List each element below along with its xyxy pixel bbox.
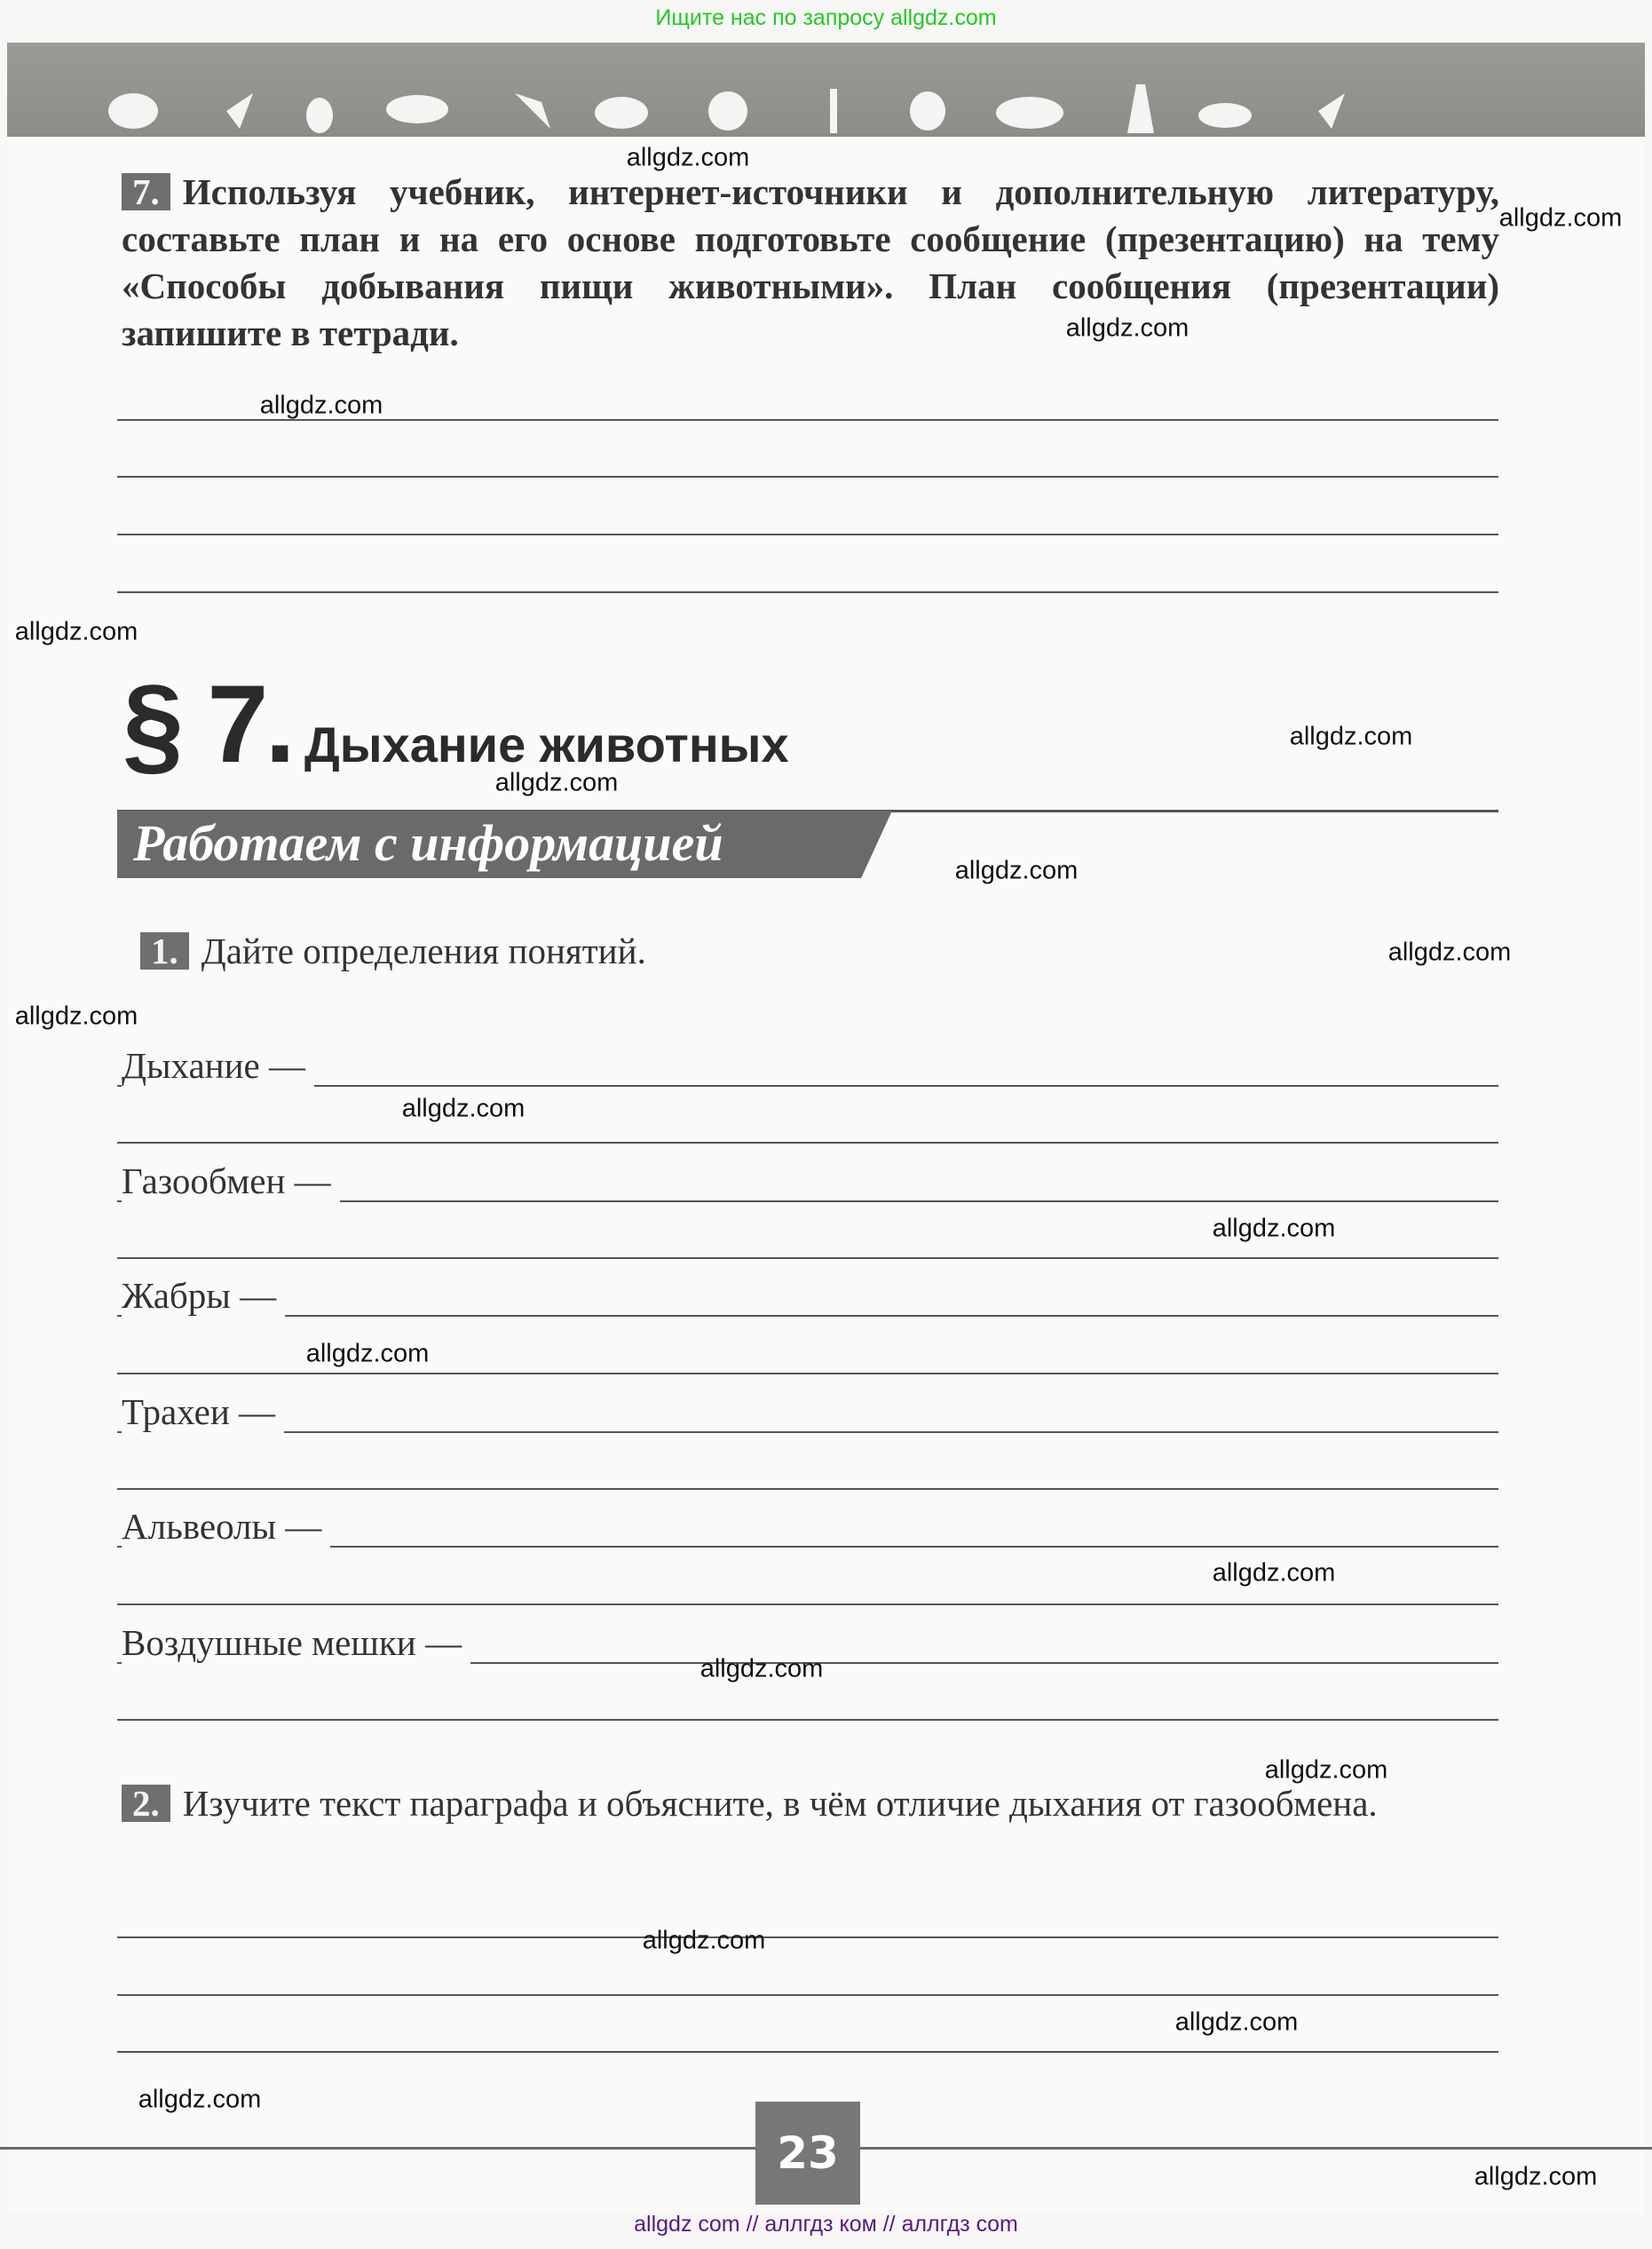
task-number-badge: 7. — [122, 173, 170, 210]
term-label: Воздушные мешки — — [122, 1621, 470, 1664]
term-label: Дыхание — — [122, 1044, 314, 1087]
watermark: allgdz.com — [626, 143, 750, 172]
answer-line[interactable] — [117, 1431, 1498, 1433]
watermark: allgdz.com — [401, 1094, 526, 1123]
section-label: Работаем с информацией — [133, 814, 723, 872]
task-number-badge: 2. — [122, 1785, 170, 1822]
workbook-page — [7, 43, 1645, 2213]
watermark: allgdz.com — [1498, 203, 1623, 233]
watermark: allgdz.com — [14, 1002, 138, 1031]
watermark: allgdz.com — [1474, 2162, 1598, 2191]
bottom-promo-text[interactable]: allgdz com // аллгдз ком // аллгдз com — [634, 2212, 1018, 2237]
task-1-text: Дайте определения понятий. — [201, 930, 646, 971]
watermark: allgdz.com — [494, 768, 619, 797]
answer-line[interactable] — [117, 1719, 1498, 1721]
answer-line[interactable] — [117, 2051, 1498, 2053]
watermark: allgdz.com — [259, 391, 383, 420]
watermark: allgdz.com — [1065, 313, 1190, 343]
answer-line[interactable] — [117, 1142, 1498, 1144]
answer-line[interactable] — [117, 1488, 1498, 1490]
answer-line[interactable] — [117, 1604, 1498, 1605]
task-number-badge: 1. — [140, 932, 189, 970]
top-promo-text[interactable]: Ищите нас по запросу allgdz.com — [655, 5, 997, 30]
paragraph-number: § 7. — [123, 663, 292, 786]
task-7 — [122, 169, 1499, 357]
term-label: Жабры — — [122, 1274, 285, 1317]
paragraph-title: Дыхание животных — [304, 717, 789, 772]
watermark: allgdz.com — [138, 2085, 262, 2114]
task-2 — [122, 1780, 1499, 1827]
page-number: 23 — [755, 2102, 860, 2205]
animal-silhouettes-icon — [107, 84, 1527, 138]
answer-line[interactable] — [117, 1994, 1498, 1996]
answer-line[interactable] — [117, 476, 1498, 478]
watermark: allgdz.com — [954, 856, 1079, 885]
term-label: Альвеолы — — [122, 1505, 330, 1548]
paragraph-heading — [123, 661, 789, 788]
watermark: allgdz.com — [700, 1654, 824, 1683]
answer-line[interactable] — [117, 591, 1498, 593]
watermark: allgdz.com — [1174, 2007, 1299, 2037]
term-label: Газообмен — — [122, 1160, 340, 1202]
task-1 — [140, 928, 646, 975]
task-7-text: Используя учебник, интернет-источники и дополнительную литературу, составьте план и на его основе подготовьте сообщение (презентацию) на тему «Способы добывания пищи животными». План сообщения (презентации) запишите в тетради. — [122, 171, 1499, 353]
answer-line[interactable] — [117, 1373, 1498, 1374]
watermark: allgdz.com — [14, 617, 138, 646]
watermark: allgdz.com — [1264, 1755, 1388, 1785]
term-label: Трахеи — — [122, 1390, 284, 1433]
answer-line[interactable] — [117, 534, 1498, 535]
watermark: allgdz.com — [305, 1339, 430, 1368]
watermark: allgdz.com — [1289, 722, 1413, 751]
answer-line[interactable] — [117, 1315, 1498, 1317]
watermark: allgdz.com — [642, 1926, 766, 1955]
answer-line[interactable] — [117, 1257, 1498, 1259]
watermark: allgdz.com — [1212, 1214, 1336, 1243]
answer-line[interactable] — [117, 1085, 1498, 1087]
watermark: allgdz.com — [1212, 1558, 1336, 1588]
watermark: allgdz.com — [1387, 938, 1512, 967]
answer-line[interactable] — [117, 1936, 1498, 1938]
task-2-text: Изучите текст параграфа и объясните, в чём отличие дыхания от газообмена. — [182, 1783, 1378, 1824]
